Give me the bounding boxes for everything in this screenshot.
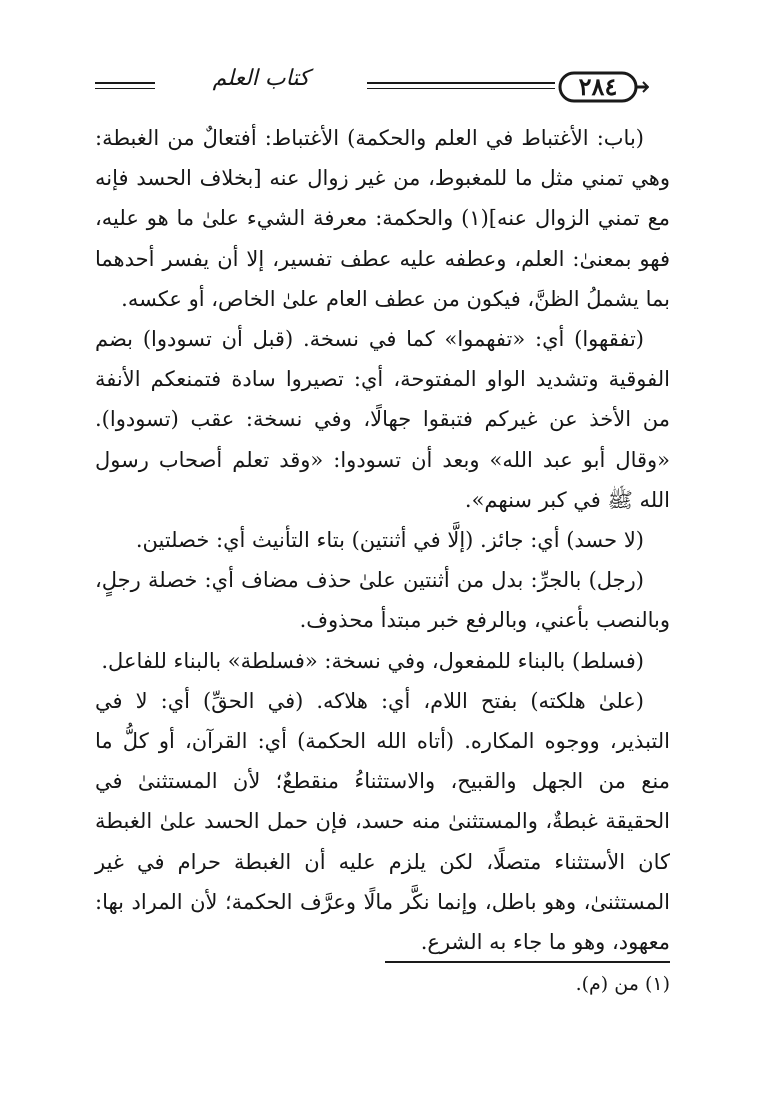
header-rule-middle-bottom: [367, 88, 555, 89]
paragraph-2: (تفقهوا) أي: «تفهموا» كما في نسخة. (قبل أن تسودوا) بضم الفوقية وتشديد الواو المفتوحة، أي: تصيروا سادة فتمنعكم الأنفة من الأخذ عن غيركم فتبقوا جهالًا، وفي نسخة: عقب (تسودوا). «وقال أبو عبد الله» وبعد أن تسودوا: «وقد تعلم أصحاب رسول الله ﷺ في كبر سنهم».: [95, 327, 670, 512]
footnote-rule: [385, 961, 670, 963]
header-rule-middle-top: [367, 82, 555, 84]
page-number: ٢٨٤: [578, 72, 618, 101]
header-rule-left-top: [95, 82, 155, 84]
running-title: كتاب العلم: [212, 66, 310, 91]
paragraph-6: (علىٰ هلكته) بفتح اللام، أي: هلاكه. (في الحقِّ) أي: لا في التبذير، ووجوه المكاره. (أتاه الله الحكمة) أي: القرآن، أو كلُّ ما منع من الجهل والقبيح، والاستثناءُ منقطعٌ؛ لأن المستثنىٰ في الحقيقة غبطةٌ، والمستثنىٰ منه حسد، فإن حمل الحسد علىٰ الغبطة كان الأستثناء متصلًا، لكن يلزم عليه أن الغبطة حرام في غير المستثنىٰ، وهو باطل، وإنما نكَّر مالًا وعرَّف الحكمة؛ لأن المراد بها: معهود، وهو ما جاء به الشرع.: [95, 688, 670, 955]
paragraph-1: (باب: الأغتباط في العلم والحكمة) الأغتباط: أفتعالٌ من الغبطة: وهي تمني مثل ما للمغبوط، من غير زوال عنه [بخلاف الحسد فإنه مع تمني الزوال عنه](١) والحكمة: معرفة الشيء علىٰ ما هو عليه، فهو بمعنىٰ: العلم، وعطفه عليه عطف تفسير، إلا أن يفسر أحدهما بما يشملُ الظنَّ، فيكون من عطف العام علىٰ الخاص، أو عكسه.: [95, 126, 670, 311]
footnote: (١) من (م).: [575, 973, 670, 995]
paragraph-3: (لا حسد) أي: جائز. (إلَّا في أثنتين) بتاء التأنيث أي: خصلتين.: [135, 528, 644, 553]
page-header: [95, 60, 665, 110]
body-text: [95, 118, 670, 962]
page-number-badge: [557, 70, 649, 104]
paragraph-4: (رجل) بالجرِّ: بدل من أثنتين علىٰ حذف مضاف أي: خصلة رجلٍ، وبالنصب بأعني، وبالرفع خبر مبتدأ محذوف.: [95, 568, 670, 633]
header-rule-left-bottom: [95, 88, 155, 89]
paragraph-5: (فسلط) بالبناء للمفعول، وفي نسخة: «فسلطة» بالبناء للفاعل.: [101, 648, 644, 673]
